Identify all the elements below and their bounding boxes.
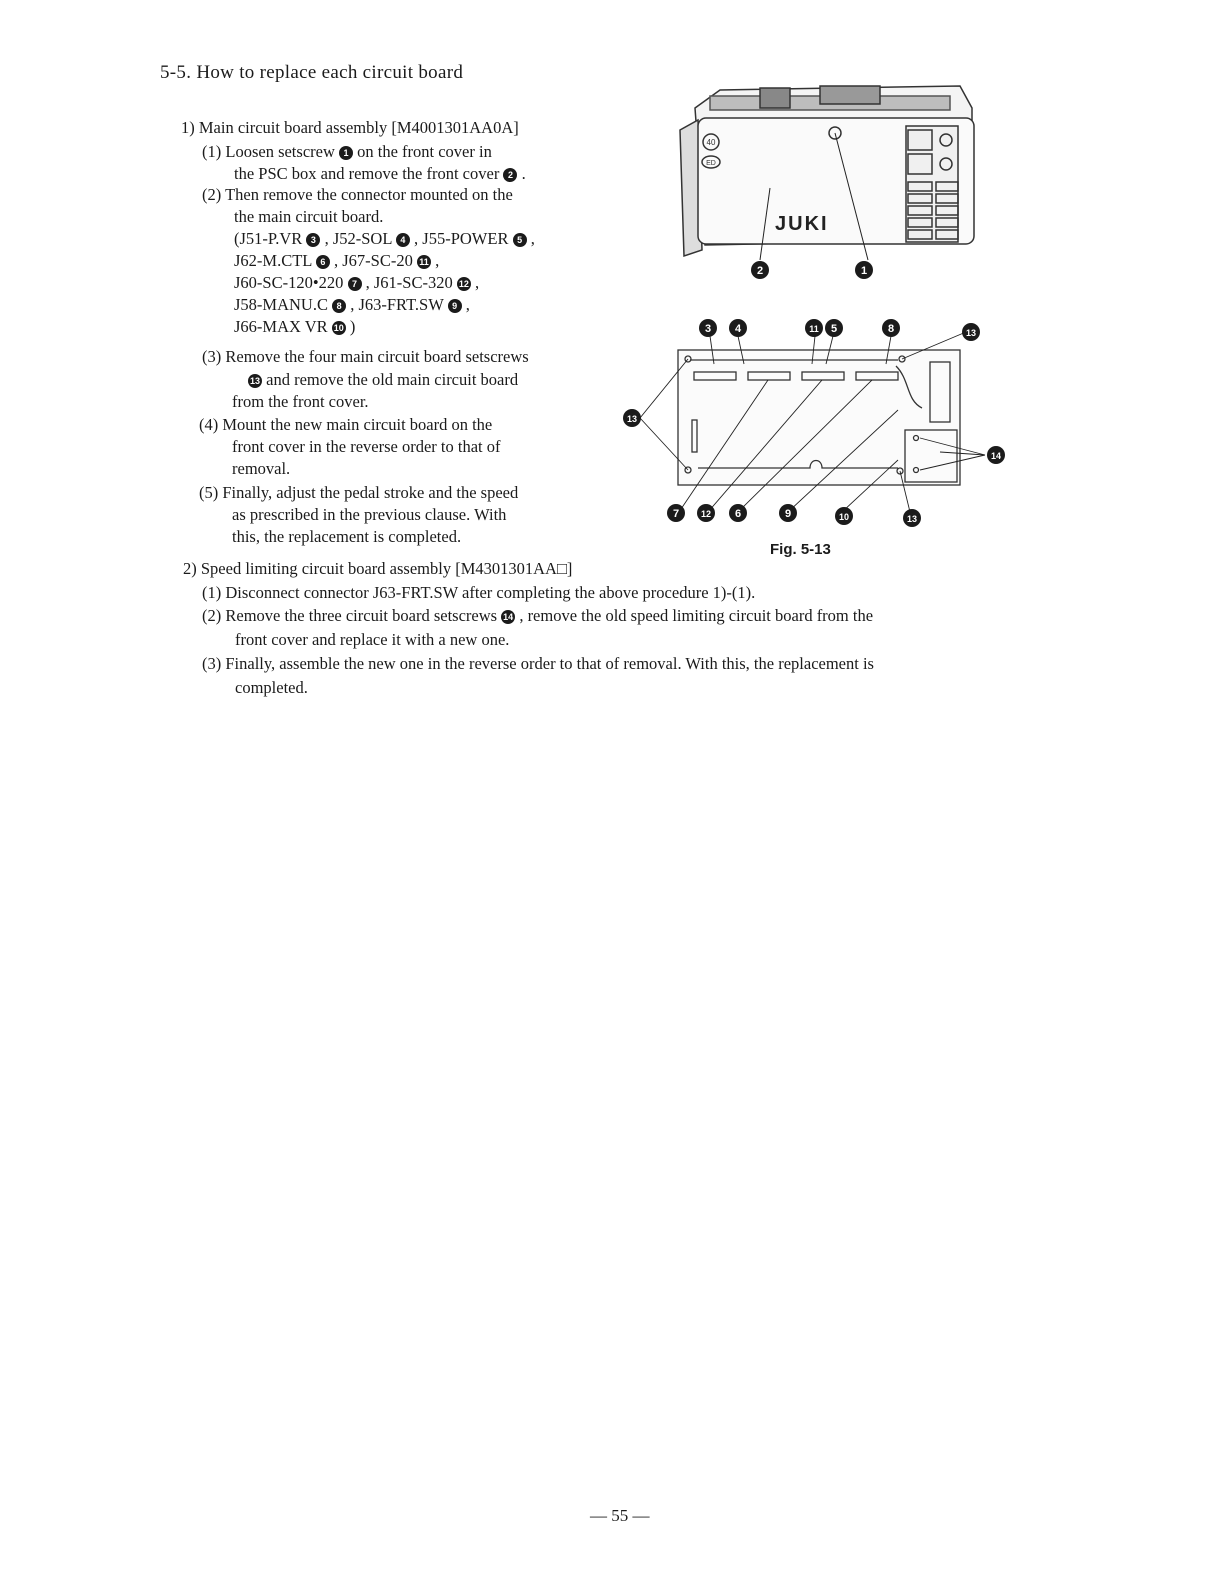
- callout-10: [835, 507, 853, 525]
- marker-13: 13: [249, 376, 260, 386]
- step-2-1: (1) Disconnect connector J63-FRT.SW after completing the above procedure 1)-(1).: [202, 583, 756, 602]
- svg-text:7: 7: [672, 508, 680, 520]
- step-1-3: (3) Remove the four main circuit board setscrews: [202, 347, 529, 366]
- marker-2: 2: [503, 168, 517, 182]
- connector-line-5: J66-MAX VR 10 ): [234, 317, 356, 336]
- svg-text:8: 8: [887, 323, 895, 335]
- step-1-4-cont: front cover in the reverse order to that of: [232, 437, 501, 456]
- connector-line-1: (J51-P.VR 3 , J52-SOL 4 , J55-POWER 5 ,: [234, 229, 535, 248]
- step-1-3-cont2: from the front cover.: [232, 392, 369, 411]
- callout-2: [751, 261, 769, 279]
- connector-line-2: J62-M.CTL 6 , J67-SC-20 11 ,: [234, 251, 440, 270]
- step-1-5-cont: as prescribed in the previous clause. With: [232, 505, 507, 524]
- svg-text:2: 2: [756, 265, 764, 277]
- callout-4: [729, 319, 747, 337]
- svg-text:13: 13: [965, 328, 977, 338]
- step-1-4-cont2: removal.: [232, 459, 291, 478]
- svg-text:10: 10: [838, 512, 850, 522]
- svg-text:12: 12: [700, 509, 712, 519]
- svg-text:11: 11: [809, 324, 819, 334]
- svg-text:4: 4: [734, 323, 742, 335]
- step-1-1-cont: the PSC box and remove the front cover 2 .: [234, 164, 526, 183]
- callout-8: [882, 319, 900, 337]
- svg-text:5: 5: [830, 323, 838, 335]
- marker-4: 4: [396, 233, 410, 247]
- step-1-2-cont: the main circuit board.: [234, 207, 384, 226]
- callout-3: [699, 319, 717, 337]
- step-2-3-cont: completed.: [235, 678, 308, 697]
- svg-text:1: 1: [860, 265, 868, 277]
- connector-line-3: J60-SC-120•220 7 , J61-SC-320 12 ,: [234, 273, 480, 292]
- step-1-4: (4) Mount the new main circuit board on the: [199, 415, 493, 434]
- svg-text:14: 14: [990, 451, 1002, 461]
- marker-14: 14: [503, 612, 514, 622]
- figure-caption: Fig. 5-13: [770, 541, 831, 558]
- step-2-2: (2) Remove the three circuit board setscrews 14 , remove the old speed limiting circuit board from the: [202, 606, 874, 625]
- step-2-2-cont: front cover and replace it with a new one.: [235, 630, 510, 649]
- callout-13-top: [962, 323, 980, 341]
- marker-12: 12: [458, 279, 469, 289]
- callout-12: [697, 504, 715, 522]
- step-1-3-cont: 13 and remove the old main circuit board: [249, 370, 519, 389]
- section-1-title: 1) Main circuit board assembly [M4001301AA0A]: [181, 118, 519, 137]
- callout-13-left: [623, 409, 641, 427]
- callout-6: [729, 504, 747, 522]
- callout-14: [987, 446, 1005, 464]
- marker-10: 10: [333, 323, 344, 333]
- figure-5-13: [610, 80, 1030, 550]
- badge-a: 40: [706, 138, 716, 147]
- svg-text:6: 6: [734, 508, 742, 520]
- step-1-2: (2) Then remove the connector mounted on the: [202, 185, 513, 204]
- circuit-board-illustration: [678, 350, 960, 485]
- section-2-title: 2) Speed limiting circuit board assembly [M4301301AA□]: [183, 559, 573, 578]
- marker-5: 5: [513, 233, 527, 247]
- svg-text:13: 13: [626, 414, 638, 424]
- callout-9: [779, 504, 797, 522]
- marker-6: 6: [316, 255, 330, 269]
- step-1-5: (5) Finally, adjust the pedal stroke and the speed: [199, 483, 519, 502]
- marker-11: 11: [417, 255, 431, 269]
- callout-5: [825, 319, 843, 337]
- svg-text:3: 3: [704, 323, 712, 335]
- svg-text:13: 13: [906, 514, 918, 524]
- marker-3: 3: [306, 233, 320, 247]
- marker-9: 9: [448, 299, 462, 313]
- callout-7: [667, 504, 685, 522]
- marker-7: 7: [348, 277, 362, 291]
- badge-b: ED: [706, 160, 716, 167]
- brand-logo: JUKI: [775, 213, 829, 235]
- callout-13-bottom: [903, 509, 921, 527]
- page-number: — 55 —: [590, 1506, 650, 1525]
- section-heading: 5-5. How to replace each circuit board: [160, 62, 464, 83]
- connector-line-4: J58-MANU.C 8 , J63-FRT.SW 9 ,: [234, 295, 470, 314]
- marker-8: 8: [332, 299, 346, 313]
- step-1-1: (1) Loosen setscrew 1 on the front cover in: [202, 142, 492, 161]
- step-1-5-cont2: this, the replacement is completed.: [232, 527, 462, 546]
- marker-1: 1: [339, 146, 353, 160]
- svg-text:9: 9: [784, 508, 792, 520]
- step-2-3: (3) Finally, assemble the new one in the reverse order to that of removal. With this, the replacement is: [202, 654, 874, 673]
- callout-11: [805, 319, 823, 337]
- callout-1: [855, 261, 873, 279]
